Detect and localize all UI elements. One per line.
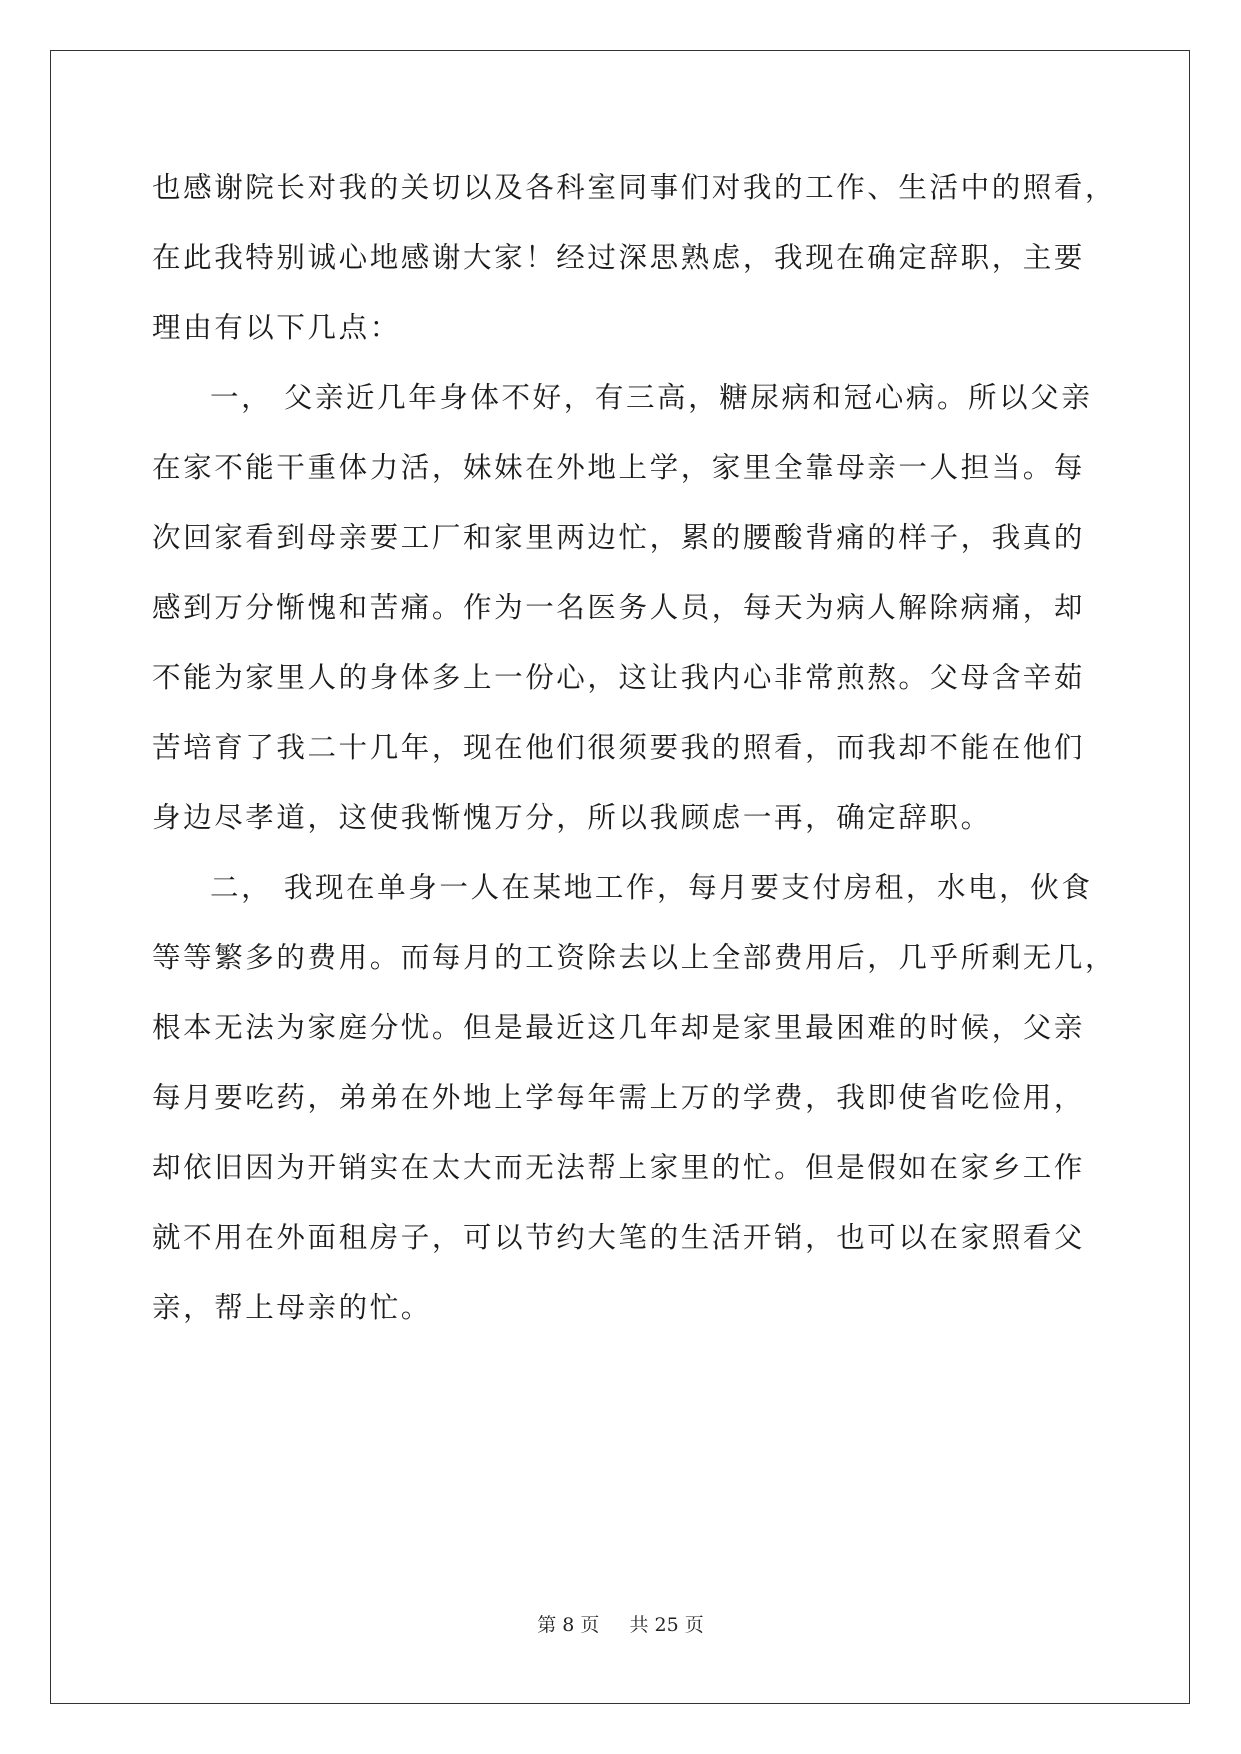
body-line-9: 苦培育了我二十几年，现在他们很须要我的照看，而我却不能在他们 xyxy=(152,731,1086,764)
body-line-4: 一， 父亲近几年身体不好，有三高，糖尿病和冠心病。所以父亲 xyxy=(210,381,1093,414)
body-line-7: 感到万分惭愧和苦痛。作为一名医务人员，每天为病人解除病痛，却 xyxy=(152,591,1086,624)
body-line-16: 就不用在外面租房子，可以节约大笔的生活开销，也可以在家照看父 xyxy=(152,1221,1086,1254)
body-line-12: 等等繁多的费用。而每月的工资除去以上全部费用后，几乎所剩无几， xyxy=(152,941,1117,974)
page-total: 共 25 页 xyxy=(629,1614,704,1636)
body-line-15: 却依旧因为开销实在太大而无法帮上家里的忙。但是假如在家乡工作 xyxy=(152,1151,1086,1184)
body-line-5: 在家不能干重体力活，妹妹在外地上学，家里全靠母亲一人担当。每 xyxy=(152,451,1086,484)
body-line-3: 理由有以下几点： xyxy=(152,311,401,344)
body-line-8: 不能为家里人的身体多上一份心，这让我内心非常煎熬。父母含辛茹 xyxy=(152,661,1086,694)
body-line-6: 次回家看到母亲要工厂和家里两边忙，累的腰酸背痛的样子，我真的 xyxy=(152,521,1086,554)
page-footer xyxy=(0,1610,1241,1637)
body-line-13: 根本无法为家庭分忧。但是最近这几年却是家里最困难的时候，父亲 xyxy=(152,1011,1086,1044)
body-line-11: 二， 我现在单身一人在某地工作，每月要支付房租，水电，伙食 xyxy=(210,871,1093,904)
page-number: 第 8 页 xyxy=(537,1614,600,1636)
body-line-17: 亲，帮上母亲的忙。 xyxy=(152,1291,432,1324)
body-line-14: 每月要吃药，弟弟在外地上学每年需上万的学费，我即使省吃俭用， xyxy=(152,1081,1086,1114)
body-line-10: 身边尽孝道，这使我惭愧万分，所以我顾虑一再，确定辞职。 xyxy=(152,801,992,834)
body-line-1: 也感谢院长对我的关切以及各科室同事们对我的工作、生活中的照看， xyxy=(152,171,1117,204)
body-line-2: 在此我特别诚心地感谢大家！经过深思熟虑，我现在确定辞职，主要 xyxy=(152,241,1086,274)
